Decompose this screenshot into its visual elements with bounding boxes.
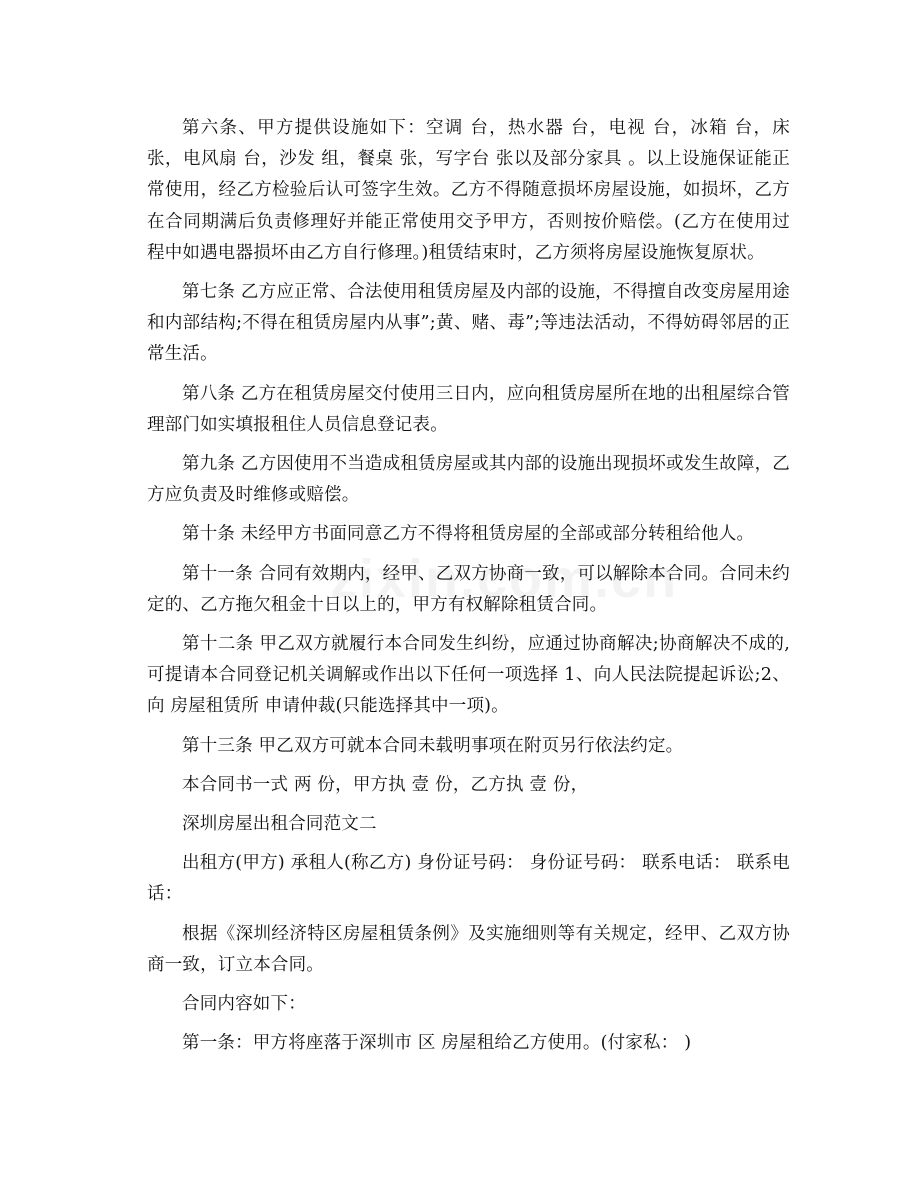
copies-statement: 本合同书一式 两 份，甲方执 壹 份，乙方执 壹 份， [182, 774, 589, 795]
clause-11: 第十一条 合同有效期内，经甲、乙双方协商一致，可以解除本合同。合同未约定的、乙方拖欠租金十日以上的，甲方有权解除租赁合同。 [147, 563, 790, 615]
clause-6: 第六条、甲方提供设施如下：空调 台，热水器 台，电视 台，冰箱 台，床 张，电风扇 台，沙发 组，餐桌 张，写字台 张以及部分家具 。以上设施保证能正常使用，经乙方检验后认可签字生效。乙方不得随意损坏房屋设施，如损坏，乙方在合同期满后负责修理好并能正常使用交予甲方，否则按价赔偿。(乙方在使用过程中如遇电器损坏由乙方自行修理。)租赁结束时，乙方须将房屋设施恢复原状。 [147, 118, 790, 263]
document-body [147, 113, 790, 1067]
contract-content-heading: 合同内容如下： [182, 994, 306, 1015]
clause-7: 第七条 乙方应正常、合法使用租赁房屋及内部的设施，不得擅自改变房屋用途和内部结构;不得在租赁房屋内从事”;黄、赌、毒”;等违法活动，不得妨碍邻居的正常生活。 [147, 282, 790, 365]
clause-8: 第八条 乙方在租赁房屋交付使用三日内，应向租赁房屋所在地的出租屋综合管理部门如实填报租住人员信息登记表。 [147, 383, 790, 435]
clause-13: 第十三条 甲乙双方可就本合同未载明事项在附页另行依法约定。 [182, 735, 684, 756]
clause-1: 第一条：甲方将座落于深圳市 区 房屋租给乙方使用。(付家私： ) [182, 1033, 692, 1054]
basis-statement: 根据《深圳经济特区房屋租赁条例》及实施细则等有关规定，经甲、乙双方协商一致，订立本合同。 [147, 923, 790, 975]
clause-10: 第十条 未经甲方书面同意乙方不得将租赁房屋的全部或部分转租给他人。 [182, 524, 755, 545]
parties-line: 出租方(甲方) 承租人(称乙方) 身份证号码： 身份证号码： 联系电话： 联系电话： [147, 853, 790, 905]
section-title: 深圳房屋出租合同范文二 [182, 814, 377, 835]
clause-9: 第九条 乙方因使用不当造成租赁房屋或其内部的设施出现损坏或发生故障，乙方应负责及时维修或赔偿。 [147, 454, 790, 506]
clause-12: 第十二条 甲乙双方就履行本合同发生纠纷，应通过协商解决;协商解决不成的,可提请本合同登记机关调解或作出以下任何一项选择 1、向人民法院提起诉讼;2、向 房屋租赁所 申请仲裁(只能选择其中一项)。 [147, 634, 790, 717]
